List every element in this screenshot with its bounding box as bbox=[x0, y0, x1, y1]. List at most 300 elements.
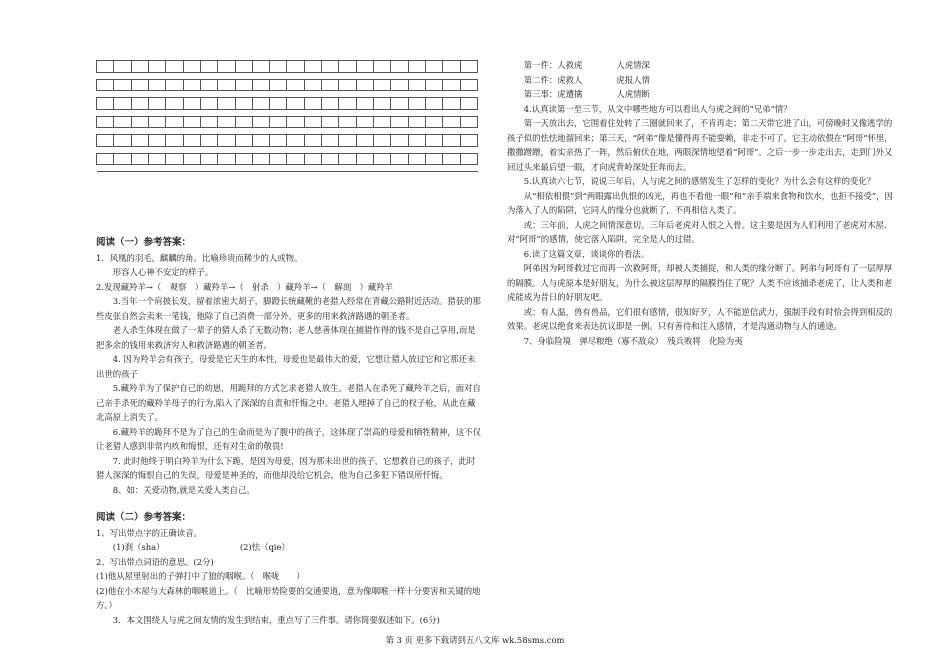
grid-cell bbox=[391, 153, 408, 165]
grid-cell bbox=[218, 79, 235, 91]
grid-cell bbox=[218, 135, 235, 147]
grid-cell bbox=[218, 91, 235, 98]
grid-cell bbox=[304, 135, 321, 147]
grid-cell bbox=[97, 79, 114, 91]
grid-cell bbox=[460, 128, 477, 135]
grid-cell bbox=[114, 153, 131, 165]
grid-cell bbox=[425, 72, 442, 79]
grid-cell bbox=[322, 146, 339, 153]
question-1-answers bbox=[96, 540, 482, 555]
grid-cell bbox=[270, 116, 287, 128]
grid-cell bbox=[391, 146, 408, 153]
grid-cell bbox=[183, 61, 200, 73]
grid-cell bbox=[235, 98, 252, 110]
grid-cell bbox=[97, 61, 114, 73]
grid-cell bbox=[114, 61, 131, 73]
answer-q2a: (1)他从屋里射出的子弹打中了狼的咽喉。（ 喉咙 ） bbox=[96, 571, 305, 581]
grid-cell bbox=[408, 72, 425, 79]
grid-cell bbox=[235, 109, 252, 116]
grid-cell bbox=[374, 153, 391, 165]
grid-cell bbox=[235, 91, 252, 98]
grid-cell bbox=[443, 146, 460, 153]
answer-q7: 7、身临险境 弹尽粮绝（寡不敌众） 残兵败将 化险为夷 bbox=[523, 335, 743, 346]
grid-cell bbox=[252, 61, 269, 73]
grid-cell bbox=[287, 61, 304, 73]
grid-cell bbox=[304, 165, 321, 172]
grid-cell bbox=[408, 153, 425, 165]
grid-cell bbox=[148, 146, 165, 153]
grid-cell bbox=[183, 146, 200, 153]
grid-cell bbox=[183, 128, 200, 135]
grid-cell bbox=[131, 79, 148, 91]
grid-cell bbox=[97, 72, 114, 79]
answer-3b: 老人杀生体现在做了一辈子的猎人杀了无数动物；老人慈善体现在捕猎作得的钱不是自己享用,而是把多余的钱用来救济穷人和救济路遇的朝圣者。 bbox=[96, 325, 476, 350]
grid-cell bbox=[356, 153, 373, 165]
answer-1b: 形容人心神不安定的样子。 bbox=[112, 267, 214, 277]
grid-cell bbox=[114, 109, 131, 116]
grid-cell bbox=[166, 79, 183, 91]
grid-cell bbox=[322, 72, 339, 79]
grid-cell bbox=[252, 165, 269, 172]
grid-cell bbox=[460, 116, 477, 128]
grid-cell bbox=[374, 98, 391, 110]
grid-cell bbox=[131, 72, 148, 79]
grid-cell bbox=[287, 116, 304, 128]
grid-cell bbox=[391, 116, 408, 128]
grid-cell bbox=[304, 79, 321, 91]
grid-cell bbox=[131, 91, 148, 98]
grid-cell bbox=[374, 165, 391, 172]
grid-cell bbox=[408, 91, 425, 98]
grid-cell bbox=[443, 153, 460, 165]
grid-cell bbox=[304, 109, 321, 116]
grid-cell bbox=[218, 116, 235, 128]
grid-cell bbox=[252, 98, 269, 110]
grid-cell bbox=[356, 116, 373, 128]
grid-cell bbox=[235, 72, 252, 79]
grid-cell bbox=[339, 98, 356, 110]
grid-cell bbox=[200, 109, 217, 116]
answer-7: 7. 此时他终于明白羚羊为什么下跪，是因为母爱，因为那未出世的孩子，它想救自己的孩子，此时猎人深深的悔恨自己的失误，母爱是神圣的，而他却没给它机会，他为自己多犯下错误所忏悔。 bbox=[96, 455, 476, 480]
grid-cell bbox=[391, 98, 408, 110]
grid-cell bbox=[252, 109, 269, 116]
grid-cell bbox=[287, 135, 304, 147]
grid-cell bbox=[200, 153, 217, 165]
event-1 bbox=[507, 58, 899, 73]
grid-cell bbox=[391, 72, 408, 79]
grid-cell bbox=[166, 91, 183, 98]
grid-cell bbox=[183, 109, 200, 116]
grid-cell bbox=[425, 116, 442, 128]
event-1-label: 第一件：人救虎 bbox=[523, 60, 583, 70]
answer-q6b: 或：有人温，兽有兽品，它们很有感情，很知好歹，人不能逆信武力，强制手段有时恰会得到相反的效果。老虎以绝食来表达抗议即是一例。只有善待和注入感情，才是沟通动物与人的通途。 bbox=[507, 306, 893, 331]
grid-cell bbox=[131, 128, 148, 135]
grid-cell bbox=[443, 128, 460, 135]
grid-cell bbox=[287, 146, 304, 153]
grid-cell bbox=[339, 61, 356, 73]
grid-cell bbox=[97, 153, 114, 165]
grid-cell bbox=[235, 165, 252, 172]
grid-cell bbox=[391, 79, 408, 91]
grid-cell bbox=[252, 135, 269, 147]
grid-cell bbox=[443, 116, 460, 128]
answers-heading-1: 阅读（一）参考答案： bbox=[96, 237, 192, 248]
grid-cell bbox=[425, 128, 442, 135]
grid-cell bbox=[322, 109, 339, 116]
grid-cell bbox=[270, 98, 287, 110]
grid-cell bbox=[408, 109, 425, 116]
grid-cell bbox=[287, 98, 304, 110]
answer-1: 1．风凰的羽毛，麒麟的角。比喻珍贵而稀少的人或物。 bbox=[96, 252, 303, 263]
grid-cell bbox=[166, 153, 183, 165]
grid-cell bbox=[408, 135, 425, 147]
event-2 bbox=[507, 73, 899, 88]
grid-cell bbox=[200, 116, 217, 128]
grid-cell bbox=[408, 98, 425, 110]
grid-cell bbox=[425, 91, 442, 98]
grid-cell bbox=[356, 109, 373, 116]
grid-cell bbox=[339, 91, 356, 98]
answer-6: 6.藏羚羊的跪拜不是为了自己的生命而是为了腹中的孩子，这体现了崇高的母爱和牺牲精神，这不仅让老猎人感到非常内疚和悔恨，还有对生命的敬畏! bbox=[96, 426, 481, 451]
grid-cell bbox=[356, 135, 373, 147]
grid-cell bbox=[287, 79, 304, 91]
grid-cell bbox=[148, 61, 165, 73]
grid-cell bbox=[408, 79, 425, 91]
grid-cell bbox=[356, 61, 373, 73]
grid-cell bbox=[287, 72, 304, 79]
answer-4: 4. 因为羚羊会有孩子，母爱是它天生的本性，母爱也是最伟大的爱，它想让猎人放过它和它那还未出世的孩子 bbox=[96, 354, 476, 379]
grid-cell bbox=[114, 98, 131, 110]
grid-cell bbox=[131, 153, 148, 165]
answers-heading-2: 阅读（二）参考答案： bbox=[96, 512, 192, 523]
grid-cell bbox=[131, 61, 148, 73]
writing-grid bbox=[96, 60, 478, 172]
grid-cell bbox=[166, 128, 183, 135]
grid-cell bbox=[114, 135, 131, 147]
grid-cell bbox=[270, 79, 287, 91]
grid-cell bbox=[460, 135, 477, 147]
grid-cell bbox=[270, 61, 287, 73]
grid-cell bbox=[252, 128, 269, 135]
grid-cell bbox=[183, 98, 200, 110]
grid-cell bbox=[391, 61, 408, 73]
right-column bbox=[507, 58, 899, 348]
grid-cell bbox=[304, 116, 321, 128]
grid-cell bbox=[166, 146, 183, 153]
grid-cell bbox=[374, 79, 391, 91]
grid-cell bbox=[200, 91, 217, 98]
grid-cell bbox=[183, 91, 200, 98]
grid-cell bbox=[408, 165, 425, 172]
grid-cell bbox=[374, 91, 391, 98]
grid-cell bbox=[218, 98, 235, 110]
grid-cell bbox=[166, 98, 183, 110]
grid-cell bbox=[287, 128, 304, 135]
grid-cell bbox=[148, 72, 165, 79]
grid-cell bbox=[443, 91, 460, 98]
grid-cell bbox=[391, 109, 408, 116]
grid-cell bbox=[322, 128, 339, 135]
grid-cell bbox=[304, 146, 321, 153]
grid-cell bbox=[304, 61, 321, 73]
grid-cell bbox=[97, 91, 114, 98]
grid-cell bbox=[97, 135, 114, 147]
grid-cell bbox=[322, 79, 339, 91]
grid-cell bbox=[460, 146, 477, 153]
grid-cell bbox=[131, 146, 148, 153]
grid-cell bbox=[339, 128, 356, 135]
grid-cell bbox=[114, 165, 131, 172]
grid-cell bbox=[97, 128, 114, 135]
grid-cell bbox=[235, 146, 252, 153]
grid-cell bbox=[460, 98, 477, 110]
grid-cell bbox=[322, 153, 339, 165]
grid-cell bbox=[218, 72, 235, 79]
grid-cell bbox=[97, 98, 114, 110]
grid-cell bbox=[218, 153, 235, 165]
grid-cell bbox=[339, 165, 356, 172]
grid-cell bbox=[374, 146, 391, 153]
event-1-summary: 人虎情深 bbox=[616, 60, 650, 70]
grid-cell bbox=[166, 109, 183, 116]
grid-cell bbox=[148, 109, 165, 116]
left-column bbox=[96, 236, 482, 627]
answer-q5a: 从“相依相偎”到“两眼露出仇恨的凶光，再也不看他一眼”和“亲手端来食物和饮水，也拒不接受”，因为落入了人的陷阱，它同人的缘分也就断了，不再相信人类了。 bbox=[507, 190, 893, 215]
grid-cell bbox=[408, 128, 425, 135]
grid-cell bbox=[166, 61, 183, 73]
grid-cell bbox=[200, 72, 217, 79]
grid-cell bbox=[356, 98, 373, 110]
grid-cell bbox=[270, 165, 287, 172]
grid-cell bbox=[408, 146, 425, 153]
grid-cell bbox=[443, 98, 460, 110]
grid-cell bbox=[339, 109, 356, 116]
grid-cell bbox=[287, 91, 304, 98]
grid-cell bbox=[114, 79, 131, 91]
grid-cell bbox=[114, 91, 131, 98]
grid-cell bbox=[148, 116, 165, 128]
event-2-label: 第二件：虎救人 bbox=[523, 74, 583, 85]
grid-cell bbox=[356, 146, 373, 153]
grid-cell bbox=[408, 116, 425, 128]
grid-cell bbox=[148, 91, 165, 98]
answer-q1a: (1)刹（sha） bbox=[112, 542, 165, 552]
grid-cell bbox=[339, 153, 356, 165]
grid-cell bbox=[322, 98, 339, 110]
grid-cell bbox=[97, 109, 114, 116]
grid-cell bbox=[391, 165, 408, 172]
grid-cell bbox=[235, 116, 252, 128]
grid-cell bbox=[218, 165, 235, 172]
grid-cell bbox=[148, 135, 165, 147]
grid-cell bbox=[322, 91, 339, 98]
grid-cell bbox=[252, 91, 269, 98]
grid-cell bbox=[183, 165, 200, 172]
grid-cell bbox=[270, 91, 287, 98]
grid-cell bbox=[304, 153, 321, 165]
grid-cell bbox=[235, 128, 252, 135]
answer-5: 5.藏羚羊为了保护自己的幼崽，用跪拜的方式乞求老猎人放生。老猎人在杀死了藏羚羊之后，面对自己亲手杀死的藏羚羊母子的行为,陷入了深深的自责和忏悔之中。老猎人埋掉了自己的杈子枪，从此在藏北高原上消失了。 bbox=[96, 383, 481, 422]
event-3-label: 第三事：虎遭擒 bbox=[523, 89, 583, 99]
grid-cell bbox=[425, 98, 442, 110]
grid-cell bbox=[460, 79, 477, 91]
grid-cell bbox=[131, 116, 148, 128]
grid-cell bbox=[270, 146, 287, 153]
grid-cell bbox=[200, 135, 217, 147]
grid-cell bbox=[339, 116, 356, 128]
grid-cell bbox=[114, 146, 131, 153]
answer-q6a: 阿弟因为阿哥救过它而再一次救阿哥，却被人类捕捉，和人类的缘分断了。阿弟与阿哥有了一层厚厚的隔膜。人与虎原本是好朋友，为什么被这层厚厚的隔膜挡住了呢？人类不应该捕杀老虎了，让人类和老虎能成为昔日的好朋友吧。 bbox=[507, 263, 893, 302]
grid-cell bbox=[304, 91, 321, 98]
grid-cell bbox=[166, 165, 183, 172]
answer-8: 8、如：关爱动物,就是关爱人类自己。 bbox=[112, 484, 255, 495]
grid-cell bbox=[322, 116, 339, 128]
grid-cell bbox=[252, 153, 269, 165]
grid-cell bbox=[148, 153, 165, 165]
grid-cell bbox=[183, 79, 200, 91]
grid-cell bbox=[322, 135, 339, 147]
grid-cell bbox=[460, 61, 477, 73]
grid-cell bbox=[322, 165, 339, 172]
question-3: 3．本文围绕人与虎之间友情的发生到结束，重点写了三件事。请你简要叙述如下。(6分) bbox=[112, 614, 440, 625]
grid-cell bbox=[97, 165, 114, 172]
answer-q1b: (2)怯（qie） bbox=[239, 542, 290, 552]
answer-q5b: 或：三年前，人虎之间情深意切。三年后老虎对人恨之入骨。这主要是因为人们利用了老虎对木屋、对“阿哥”的感情，使它落入陷阱，完全是人的过错。 bbox=[507, 219, 893, 244]
grid-cell bbox=[356, 79, 373, 91]
grid-cell bbox=[374, 109, 391, 116]
grid-cell bbox=[443, 109, 460, 116]
grid-cell bbox=[270, 153, 287, 165]
grid-cell bbox=[304, 98, 321, 110]
grid-cell bbox=[270, 72, 287, 79]
event-2-summary: 虎报人情 bbox=[616, 74, 650, 85]
grid-cell bbox=[200, 79, 217, 91]
grid-cell bbox=[114, 128, 131, 135]
grid-cell bbox=[339, 146, 356, 153]
grid-cell bbox=[322, 61, 339, 73]
answer-q4: 第一天放出去，它围着住处转了三圈就回来了，不肯再走；第二天带它进了山，可傍晚时又像逃学的孩子似的怯怯地溜回来；第三天，“阿弟”像是懂得再不能耍赖，非走不可了。它主动依偎在“阿哥”怀里，撒撒蹭蹭，着实亲热了一阵，然后俯伏在地，两眼深情地望着“阿哥”。之后一步一步走出去，走到门外又回过头来最后望一眼，才向虎背岭深处狂奔而去。 bbox=[507, 118, 893, 172]
grid-cell bbox=[460, 91, 477, 98]
question-5: 5.认真读六七节，说说三年后，人与虎之间的感情发生了怎样的变化？为什么会有这样的变化？ bbox=[523, 176, 876, 186]
grid-cell bbox=[425, 165, 442, 172]
grid-cell bbox=[148, 79, 165, 91]
grid-cell bbox=[114, 116, 131, 128]
grid-cell bbox=[166, 135, 183, 147]
grid-cell bbox=[287, 109, 304, 116]
grid-cell bbox=[235, 79, 252, 91]
question-6: 6.读了这篇文章，谈谈你的看法。 bbox=[523, 248, 650, 259]
grid-cell bbox=[131, 165, 148, 172]
grid-cell bbox=[304, 128, 321, 135]
grid-cell bbox=[374, 116, 391, 128]
grid-cell bbox=[443, 72, 460, 79]
grid-cell bbox=[270, 128, 287, 135]
grid-cell bbox=[425, 153, 442, 165]
grid-cell bbox=[183, 72, 200, 79]
grid-cell bbox=[391, 91, 408, 98]
grid-cell bbox=[270, 135, 287, 147]
grid-cell bbox=[200, 165, 217, 172]
grid-cell bbox=[97, 146, 114, 153]
grid-cell bbox=[97, 116, 114, 128]
grid-cell bbox=[339, 79, 356, 91]
answer-q2b: (2)他在小木屋与大森林的咽喉道上。（ 比喻形势险要的交通要道，意为像咽喉一样十分要害和关键的地方。） bbox=[96, 585, 481, 610]
grid-cell bbox=[252, 79, 269, 91]
grid-cell bbox=[235, 135, 252, 147]
grid-cell bbox=[235, 61, 252, 73]
grid-cell bbox=[339, 135, 356, 147]
grid-cell bbox=[460, 165, 477, 172]
grid-cell bbox=[425, 109, 442, 116]
event-3 bbox=[507, 87, 899, 102]
grid-cell bbox=[148, 128, 165, 135]
grid-cell bbox=[166, 116, 183, 128]
grid-cell bbox=[218, 61, 235, 73]
grid-cell bbox=[460, 72, 477, 79]
grid-cell bbox=[235, 153, 252, 165]
grid-cell bbox=[252, 72, 269, 79]
grid-cell bbox=[443, 165, 460, 172]
page-footer: 第 3 页 更多下载请到五八文库 wk.58sms.com bbox=[385, 635, 565, 645]
grid-cell bbox=[148, 98, 165, 110]
grid-cell bbox=[460, 153, 477, 165]
grid-cell bbox=[356, 128, 373, 135]
grid-cell bbox=[200, 146, 217, 153]
grid-cell bbox=[374, 61, 391, 73]
grid-cell bbox=[356, 72, 373, 79]
grid-cell bbox=[218, 146, 235, 153]
grid-cell bbox=[356, 91, 373, 98]
grid-cell bbox=[183, 116, 200, 128]
grid-cell bbox=[391, 128, 408, 135]
grid-cell bbox=[425, 146, 442, 153]
event-3-summary: 人虎情断 bbox=[616, 89, 650, 99]
grid-cell bbox=[200, 128, 217, 135]
grid-cell bbox=[252, 146, 269, 153]
grid-cell bbox=[339, 72, 356, 79]
answer-3: 3.当年一个肩披长发，留着浓密大胡子，脚蹬长统藏靴的老猎人经常在青藏公路附近活动。猎获的那些皮张自然会卖来一笔钱，他除了自己消费一部分外，更多的用来救济路遇的朝圣者。 bbox=[96, 296, 481, 321]
question-4: 4.认真读第一至三节，从文中哪些地方可以看出人与虎之间的“兄弟”情？ bbox=[523, 103, 792, 114]
grid-cell bbox=[374, 128, 391, 135]
grid-cell bbox=[391, 135, 408, 147]
grid-cell bbox=[374, 135, 391, 147]
question-1: 1、写出带点字的正确读音。 bbox=[96, 527, 202, 538]
grid-cell bbox=[425, 79, 442, 91]
grid-cell bbox=[148, 165, 165, 172]
grid-cell bbox=[131, 109, 148, 116]
grid-cell bbox=[287, 153, 304, 165]
grid-cell bbox=[131, 98, 148, 110]
question-2: 2、写出带点词语的意思。(2分) bbox=[96, 556, 214, 567]
grid-cell bbox=[131, 135, 148, 147]
grid-cell bbox=[218, 109, 235, 116]
grid-cell bbox=[374, 72, 391, 79]
grid-cell bbox=[443, 79, 460, 91]
grid-cell bbox=[304, 72, 321, 79]
grid-cell bbox=[408, 61, 425, 73]
grid-cell bbox=[443, 61, 460, 73]
grid-cell bbox=[443, 135, 460, 147]
answer-2: 2.发现藏羚羊→（ 观察 ）藏羚羊→（ 射杀 ）藏羚羊→（ 解剖 ）藏羚羊 bbox=[96, 281, 394, 292]
grid-cell bbox=[200, 98, 217, 110]
grid-cell bbox=[166, 72, 183, 79]
grid-cell bbox=[114, 72, 131, 79]
grid-cell bbox=[252, 116, 269, 128]
grid-cell bbox=[218, 128, 235, 135]
grid-cell bbox=[200, 61, 217, 73]
grid-cell bbox=[425, 135, 442, 147]
grid-cell bbox=[356, 165, 373, 172]
